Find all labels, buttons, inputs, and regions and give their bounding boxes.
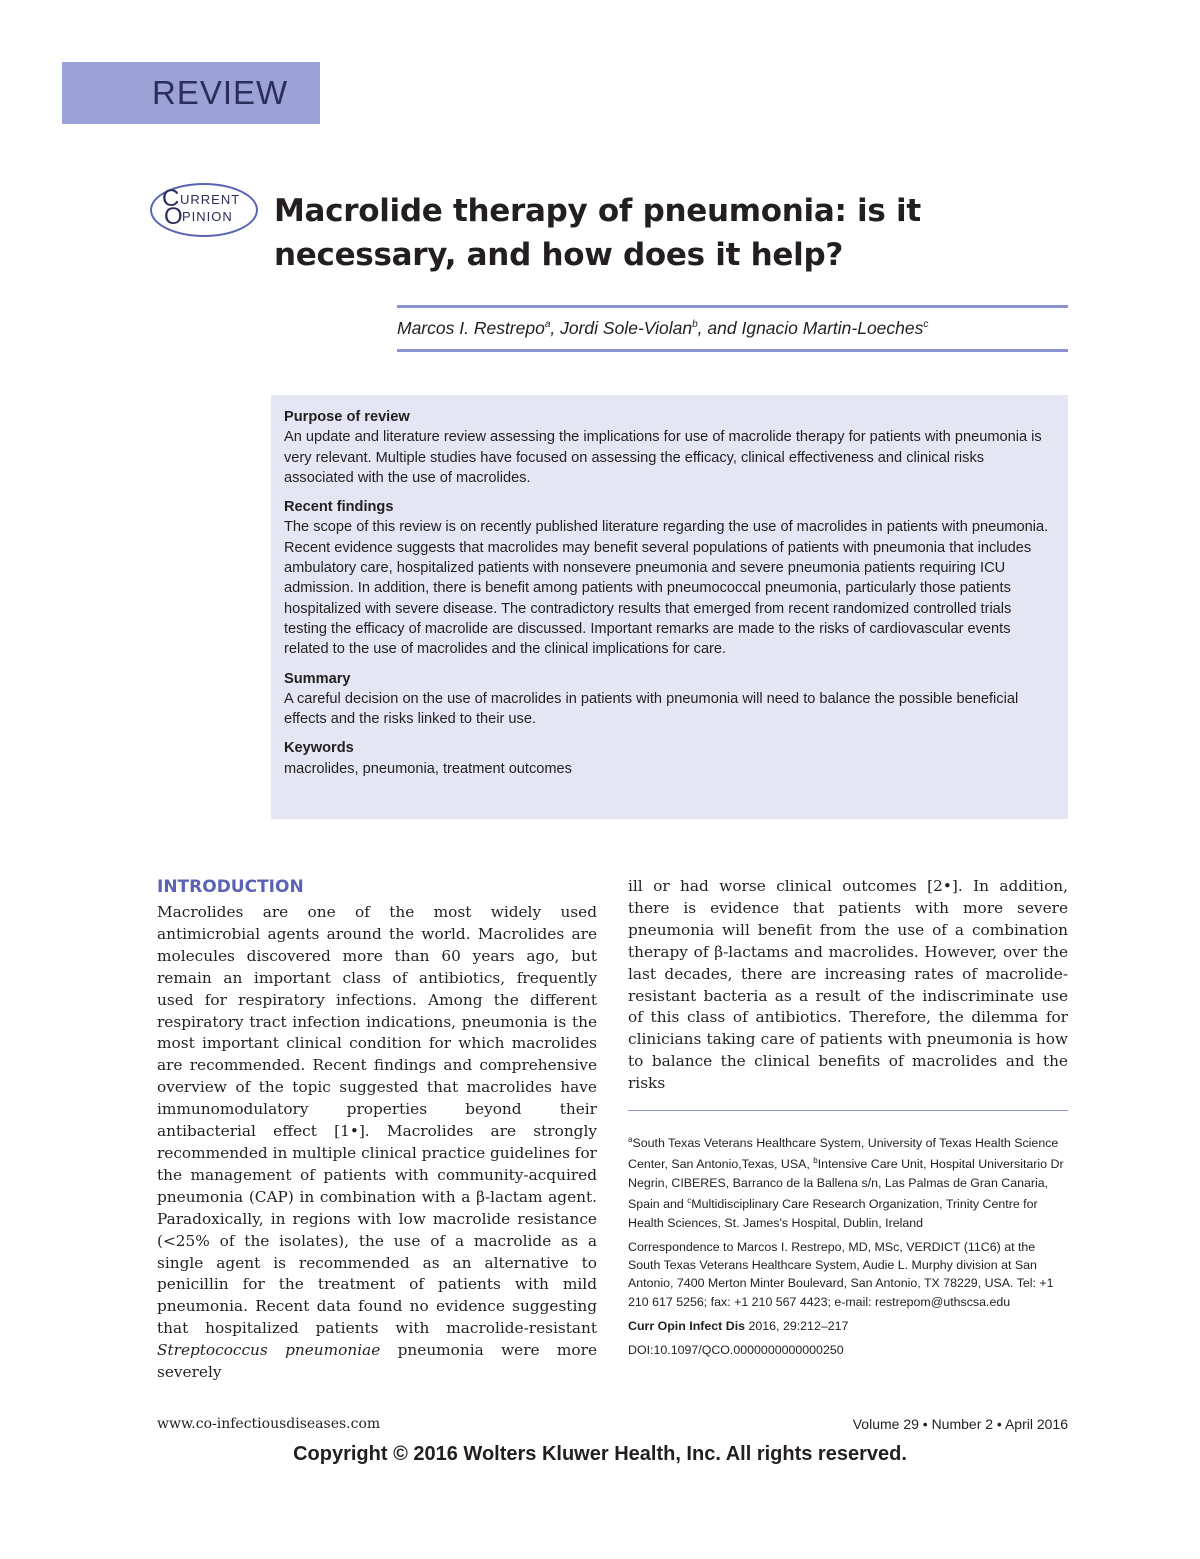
doi: DOI:10.1097/QCO.0000000000000250: [628, 1343, 844, 1358]
body-text: Macrolides are one of the most widely used antimicrobial agents around the world. Macrolides are molecules discovered more than 60 years ago, but remain an important class of antibiotics, frequently used for respiratory infections. Among the different respiratory tract infection indications, pneumonia is the most important clinical condition for which macrolides are recommended. Recent findings and comprehensive overview of the topic suggested that macrolides have immunomodulatory properties beyond their antibacterial effect [1•]. Macrolides are strongly recommended in multiple clinical practice guidelines for the management of patients with community-acquired pneumonia (CAP) in combination with a β-lactam agent. Paradoxically, in regions with low macrolide resistance (<25% of the isolates), the use of a macrolide as a single agent is recommended as an alternative to penicillin for the treatment of patients with mild pneumonia. Recent data found no evidence suggesting that hospitalized patients with macrolide-resistant: [157, 903, 597, 1338]
journal-website: www.co-infectiousdiseases.com: [157, 1416, 381, 1432]
introduction-heading: INTRODUCTION: [157, 877, 304, 897]
journal-citation: [628, 1317, 1068, 1335]
affiliation-a: South Texas Veterans Healthcare System, University of Texas Health Science Center, San Antonio,Texas, USA,: [628, 1136, 1059, 1172]
affiliation-list: [628, 1131, 1068, 1232]
review-label: REVIEW: [152, 74, 289, 111]
summary-heading: Summary: [284, 670, 351, 687]
logo-letter-o: O: [164, 203, 183, 230]
issue-info: Volume 29 • Number 2 • April 2016: [852, 1416, 1068, 1432]
copyright-notice: Copyright © 2016 Wolters Kluwer Health, Inc. All rights reserved.: [293, 1443, 907, 1465]
abstract-box: [271, 395, 1068, 819]
affil-mark-b: b: [813, 1156, 818, 1166]
correspondence: Correspondence to Marcos I. Restrepo, MD, MSc, VERDICT (11C6) at the South Texas Veterans Healthcare System, Audie L. Murphy division at San Antonio, 7400 Merton Minter Boulevard, San Antonio, TX 78229, USA. Tel: +1 210 617 5256; fax: +1 210 567 4423; e-mail: restrepom@uthscsa.edu: [628, 1239, 1054, 1309]
findings-heading: Recent findings: [284, 499, 394, 516]
affiliation-divider: [628, 1110, 1068, 1111]
logo-text-pinion: PINION: [182, 209, 233, 224]
purpose-text: An update and literature review assessing the implications for use of macrolide therapy for patients with pneumonia is very relevant. Multiple studies have focused on assessing the efficacy, clinical effectiveness and clinical risks associated with the use of macrolides.: [284, 429, 1042, 486]
author-affil-mark: a: [544, 319, 551, 331]
body-text: pneumonia were more severely: [157, 1341, 598, 1382]
authors-top-rule: [397, 305, 1068, 308]
affiliation-b: Intensive Care Unit, Hospital Universitario Dr Negrin, CIBERES, Barranco de la Ballena s/n, Las Palmas de Gran Canaria, Spain and: [628, 1157, 1064, 1212]
authors-bottom-rule: [397, 349, 1068, 352]
species-name: Streptococcus pneumoniae: [157, 1341, 381, 1360]
affiliations-block: [628, 1131, 1068, 1366]
introduction-paragraph-right: ill or had worse clinical outcomes [2•]. In addition, there is evidence that patients with more severe pneumonia will benefit from the use of a combination therapy of β-lactams and macrolides. However, over the last decades, there are increasing rates of macrolide-resistant bacteria as a result of the indiscriminate use of this class of antibiotics. Therefore, the dilemma for clinicians taking care of patients with pneumonia is how to balance the clinical benefits of macrolides and the risks: [628, 877, 1068, 1093]
author-name: Marcos I. Restrepo: [397, 318, 545, 338]
summary-text: A careful decision on the use of macrolides in patients with pneumonia will need to balance the possible beneficial effects and the risks linked to their use.: [284, 690, 1019, 728]
author-separator: ,: [550, 318, 561, 338]
keywords-heading: Keywords: [284, 740, 354, 757]
body-column-right: [628, 876, 1068, 1095]
logo-letter-c: C: [162, 185, 180, 212]
author-affil-mark: b: [692, 319, 698, 331]
review-banner: [62, 62, 320, 124]
findings-text: The scope of this review is on recently published literature regarding the use of macrolides in patients with pneumonia. Recent evidence suggests that macrolides may benefit several populations of patients with pneumonia that includes ambulatory care, hospitalized patients with nonsevere pneumonia and severe pneumonia patients requiring ICU admission. In addition, there is benefit among patients with pneumococcal pneumonia, particularly those patients hospitalized with severe disease. The contradictory results that emerged from recent randomized controlled trials testing the efficacy of macrolide are discussed. Important remarks are made to the risks of cardiovascular events related to the use of macrolides and the clinical implications for care.: [284, 519, 1049, 658]
current-opinion-logo: [150, 183, 258, 237]
logo-text-urrent: URRENT: [180, 192, 241, 207]
body-column-left: [157, 876, 597, 1384]
author-name: Jordi Sole-Violan: [560, 318, 693, 338]
author-list: [397, 318, 1068, 339]
journal-name: Curr Opin Infect Dis: [628, 1319, 746, 1334]
article-title: Macrolide therapy of pneumonia: is it necessary, and how does it help?: [274, 193, 921, 273]
affiliation-c: Multidisciplinary Care Research Organization, Trinity Centre for Health Sciences, St. James's Hospital, Dublin, Ireland: [628, 1197, 1038, 1230]
affil-mark-a: a: [628, 1135, 633, 1144]
purpose-heading: Purpose of review: [284, 409, 410, 425]
author-affil-mark: c: [923, 319, 929, 331]
author-name: Ignacio Martin-Loeches: [741, 318, 924, 338]
author-separator: , and: [697, 318, 742, 338]
affil-mark-c: c: [687, 1196, 692, 1206]
introduction-paragraph-left: [157, 902, 597, 1384]
journal-volume: 2016, 29:212–217: [745, 1319, 849, 1334]
keywords-text: macrolides, pneumonia, treatment outcomes: [284, 760, 572, 777]
